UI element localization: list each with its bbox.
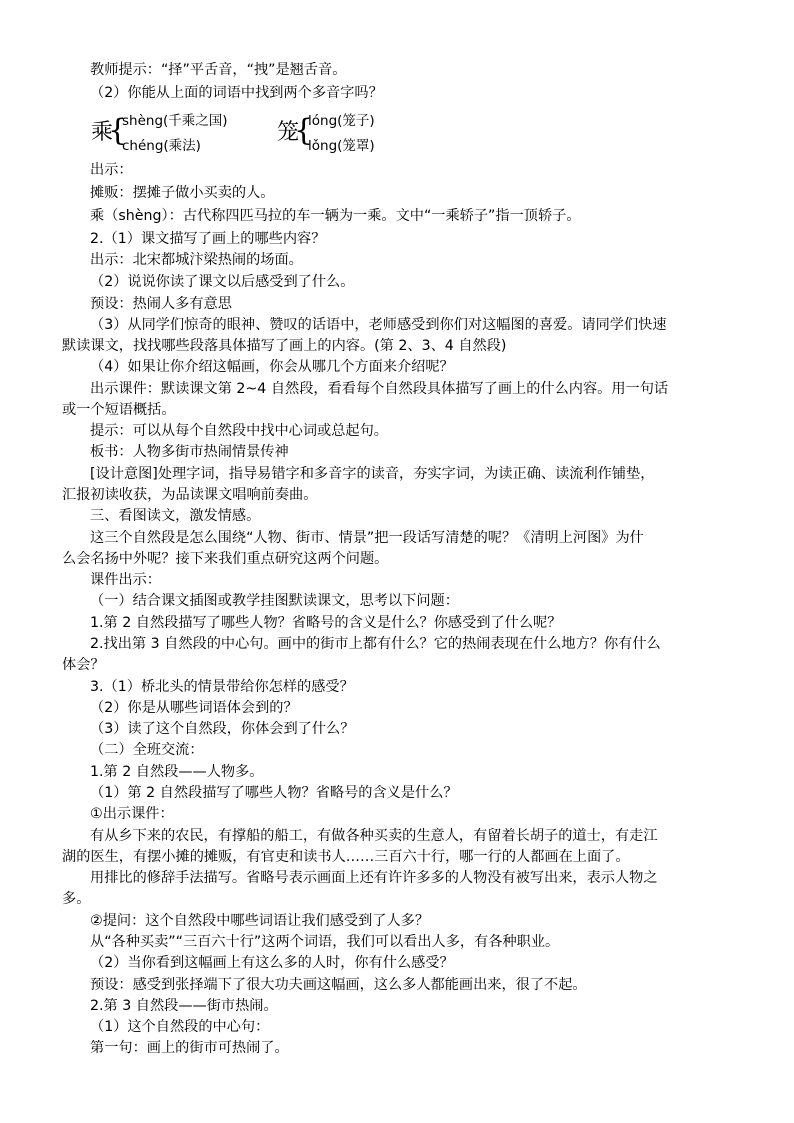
text-line: （3）从同学们惊奇的眼神、赞叹的话语中，老师感受到你们对这幅图的喜爱。请同学们快速 (90, 317, 667, 333)
text-line: 1.第 2 自然段——人物多。 (90, 764, 264, 780)
text-line: （2）当你看到这幅画上有这么多的人时，你有什么感受？ (90, 955, 454, 971)
polyphone-reading: lǒng(笼罩) (308, 138, 375, 154)
text-line: （2）你是从哪些词语体会到的？ (90, 700, 298, 716)
text-line: ②提问：这个自然段中哪些词语让我们感受到了人多？ (90, 913, 430, 929)
text-line: 乘（shèng）：古代称四匹马拉的车一辆为一乘。文中“一乘轿子”指一顶轿子。 (90, 208, 581, 224)
text-line: 教师提示：“择”平舌音，“拽”是翘舌音。 (90, 62, 347, 78)
text-line: 出示： (90, 162, 133, 178)
text-line: 这三个自然段是怎么围绕“人物、街市、情景”把一段话写清楚的呢？《清明上河图》为什 (90, 530, 644, 546)
text-line: 第一句：画上的街市可热闹了。 (90, 1040, 289, 1056)
text-line: [设计意图]处理字词，指导易错字和多音字的读音，夯实字词，为读正确、读流利作铺垫， (90, 466, 655, 482)
text-line: 从“各种买卖”“三百六十行”这两个词语，我们可以看出人多，有各种职业。 (90, 934, 560, 950)
section-heading: 三、看图读文，激发情感。 (90, 508, 261, 524)
polyphone-char: 乘 (91, 120, 114, 145)
polyphone-char: 笼 (277, 120, 300, 145)
text-line: 用排比的修辞手法描写。省略号表示画面上还有许许多多的人物没有被写出来，表示人物之 (90, 870, 658, 886)
text-line: 提示：可以从每个自然段中找中心词或总起句。 (90, 423, 388, 439)
text-line: 默读课文，找找哪些段落具体描写了画上的内容。(第 2、3、4 自然段) (62, 338, 507, 354)
brace-icon: { (108, 113, 128, 148)
text-line: 出示课件：默读课文第 2~4 自然段，看看每个自然段具体描写了画上的什么内容。用一句话 (90, 381, 669, 397)
text-line: 板书：人物多街市热闹情景传神 (90, 444, 289, 460)
text-line: 预设：感受到张择端下了很大功夫画这幅画，这么多人都能画出来，很了不起。 (90, 977, 587, 993)
text-line: 2.找出第 3 自然段的中心句。画中的街市上都有什么？它的热闹表现在什么地方？你有什么 (90, 636, 661, 652)
text-line: 汇报初读收获，为品读课文唱响前奏曲。 (62, 487, 318, 503)
text-line: （1）这个自然段的中心句： (90, 1019, 270, 1035)
text-line: （3）读了这个自然段，你体会到了什么？ (90, 721, 355, 737)
text-line: 摊贩：摆摊子做小买卖的人。 (90, 185, 275, 201)
text-line: 么会名扬中外呢？接下来我们重点研究这两个问题。 (62, 551, 389, 567)
text-line: 1.第 2 自然段描写了哪些人物？省略号的含义是什么？你感受到了什么呢？ (90, 615, 562, 631)
polyphone-reading: chéng(乘法) (122, 138, 201, 154)
text-line: （2）你能从上面的词语中找到两个多音字吗？ (90, 85, 383, 101)
text-line: 或一个短语概括。 (62, 402, 176, 418)
text-line: （一）结合课文插图或教学挂图默读课文，思考以下问题： (90, 593, 459, 609)
text-line: （2）说说你读了课文以后感受到了什么。 (90, 274, 355, 290)
polyphone-reading: shèng(千乘之国) (122, 113, 228, 129)
text-line: （1）第 2 自然段描写了哪些人物？省略号的含义是什么？ (90, 785, 458, 801)
brace-icon: { (294, 113, 314, 148)
text-line: 课件出示： (90, 572, 161, 588)
text-line: 2.（1）课文描写了画上的哪些内容？ (90, 231, 326, 247)
text-line: 3.（1）桥北头的情景带给你怎样的感受？ (90, 679, 354, 695)
text-line: 2.第 3 自然段——街市热闹。 (90, 998, 278, 1014)
text-line: 体会？ (62, 657, 105, 673)
text-line: 有从乡下来的农民，有撑船的船工，有做各种买卖的生意人，有留着长胡子的道士，有走江 (90, 828, 658, 844)
text-line: （4）如果让你介绍这幅画，你会从哪几个方面来介绍呢？ (90, 359, 454, 375)
text-line: 湖的医生，有摆小摊的摊贩，有官吏和读书人……三百六十行，哪一行的人都画在上面了。 (62, 849, 630, 865)
text-line: ①出示课件： (90, 806, 174, 822)
text-line: 多。 (62, 891, 91, 907)
text-line: 预设：热闹人多有意思 (90, 296, 232, 312)
polyphone-reading: lóng(笼子) (308, 113, 375, 129)
text-line: 出示：北宋都城汴梁热闹的场面。 (90, 252, 303, 268)
text-line: （二）全班交流： (90, 742, 204, 758)
